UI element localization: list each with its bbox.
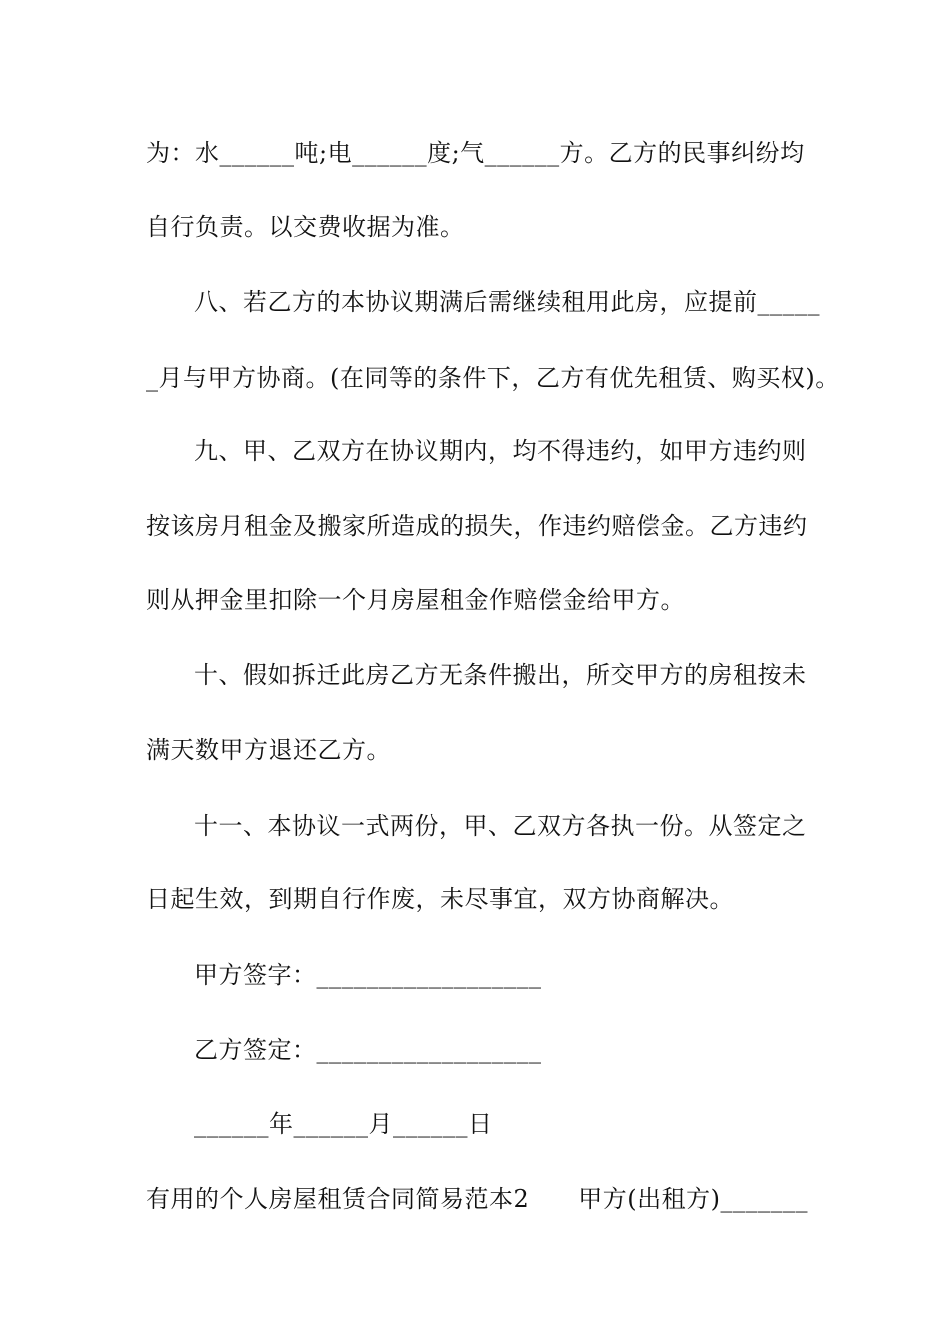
clause-10-line-1: 十、假如拆迁此房乙方无条件搬出，所交甲方的房租按未 — [194, 661, 807, 689]
paragraph-line-receipts: 自行负责。以交费收据为准。 — [146, 213, 465, 241]
clause-9-line-1: 九、甲、乙双方在协议期内，均不得违约，如甲方违约则 — [194, 437, 807, 465]
next-contract-heading: 有用的个人房屋租赁合同简易范本2 甲方(出租方)_______ — [146, 1185, 808, 1213]
clause-11-line-1: 十一、本协议一式两份，甲、乙双方各执一份。从签定之 — [194, 812, 807, 840]
party-a-signature: 甲方签字：__________________ — [194, 961, 542, 989]
paragraph-line-utilities: 为：水______吨;电______度;气______方。乙方的民事纠纷均 — [146, 139, 805, 167]
clause-9-line-3: 则从押金里扣除一个月房屋租金作赔偿金给甲方。 — [146, 586, 685, 614]
party-b-signature: 乙方签定：__________________ — [194, 1036, 542, 1064]
clause-9-line-2: 按该房月租金及搬家所造成的损失，作违约赔偿金。乙方违约 — [146, 512, 808, 540]
clause-8-line-1: 八、若乙方的本协议期满后需继续租用此房，应提前_____ — [194, 288, 820, 316]
clause-11-line-2: 日起生效，到期自行作废，未尽事宜，双方协商解决。 — [146, 885, 734, 913]
clause-10-line-2: 满天数甲方退还乙方。 — [146, 736, 391, 764]
clause-8-line-2: _月与甲方协商。(在同等的条件下，乙方有优先租赁、购买权)。 — [146, 364, 840, 392]
date-line: ______年______月______日 — [194, 1110, 493, 1138]
